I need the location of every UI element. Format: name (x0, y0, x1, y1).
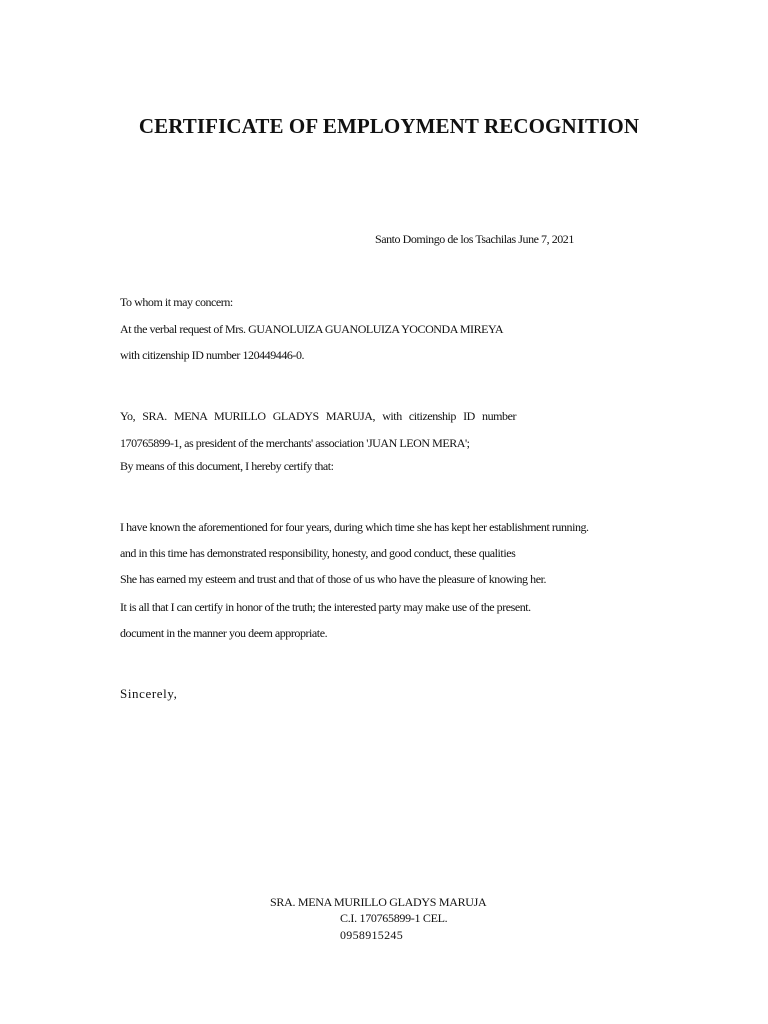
body-line-3: She has earned my esteem and trust and that of those of us who have the pleasure of knowing her. (120, 572, 547, 586)
body-line-4: It is all that I can certify in honor of the truth; the interested party may make use of the present. (120, 600, 531, 614)
place-date: Santo Domingo de los Tsachilas June 7, 2021 (375, 232, 574, 246)
body-line-2: and in this time has demonstrated responsibility, honesty, and good conduct, these qualities (120, 546, 516, 560)
intro-line-1: At the verbal request of Mrs. GUANOLUIZA GUANOLUIZA YOCONDA MIREYA (120, 322, 504, 336)
body-line-1: I have known the aforementioned for four years, during which time she has kept her establishment running. (120, 520, 589, 534)
declaration-line-2: 170765899-1, as president of the merchants' association 'JUAN LEON MERA'; (120, 436, 470, 450)
body-line-5: document in the manner you deem appropriate. (120, 626, 328, 640)
declaration-line-3: By means of this document, I hereby certify that: (120, 459, 334, 473)
signature-name: SRA. MENA MURILLO GLADYS MARUJA (270, 895, 487, 909)
intro-line-2: with citizenship ID number 120449446-0. (120, 348, 305, 362)
closing: Sincerely, (120, 686, 178, 701)
signature-id: C.I. 170765899-1 CEL. (340, 911, 448, 925)
signature-phone: 0958915245 (340, 928, 403, 942)
document-title: CERTIFICATE OF EMPLOYMENT RECOGNITION (138, 114, 640, 138)
salutation: To whom it may concern: (120, 295, 233, 309)
declaration-line-1: Yo, SRA. MENA MURILLO GLADYS MARUJA, with citizenship ID number (120, 409, 516, 423)
